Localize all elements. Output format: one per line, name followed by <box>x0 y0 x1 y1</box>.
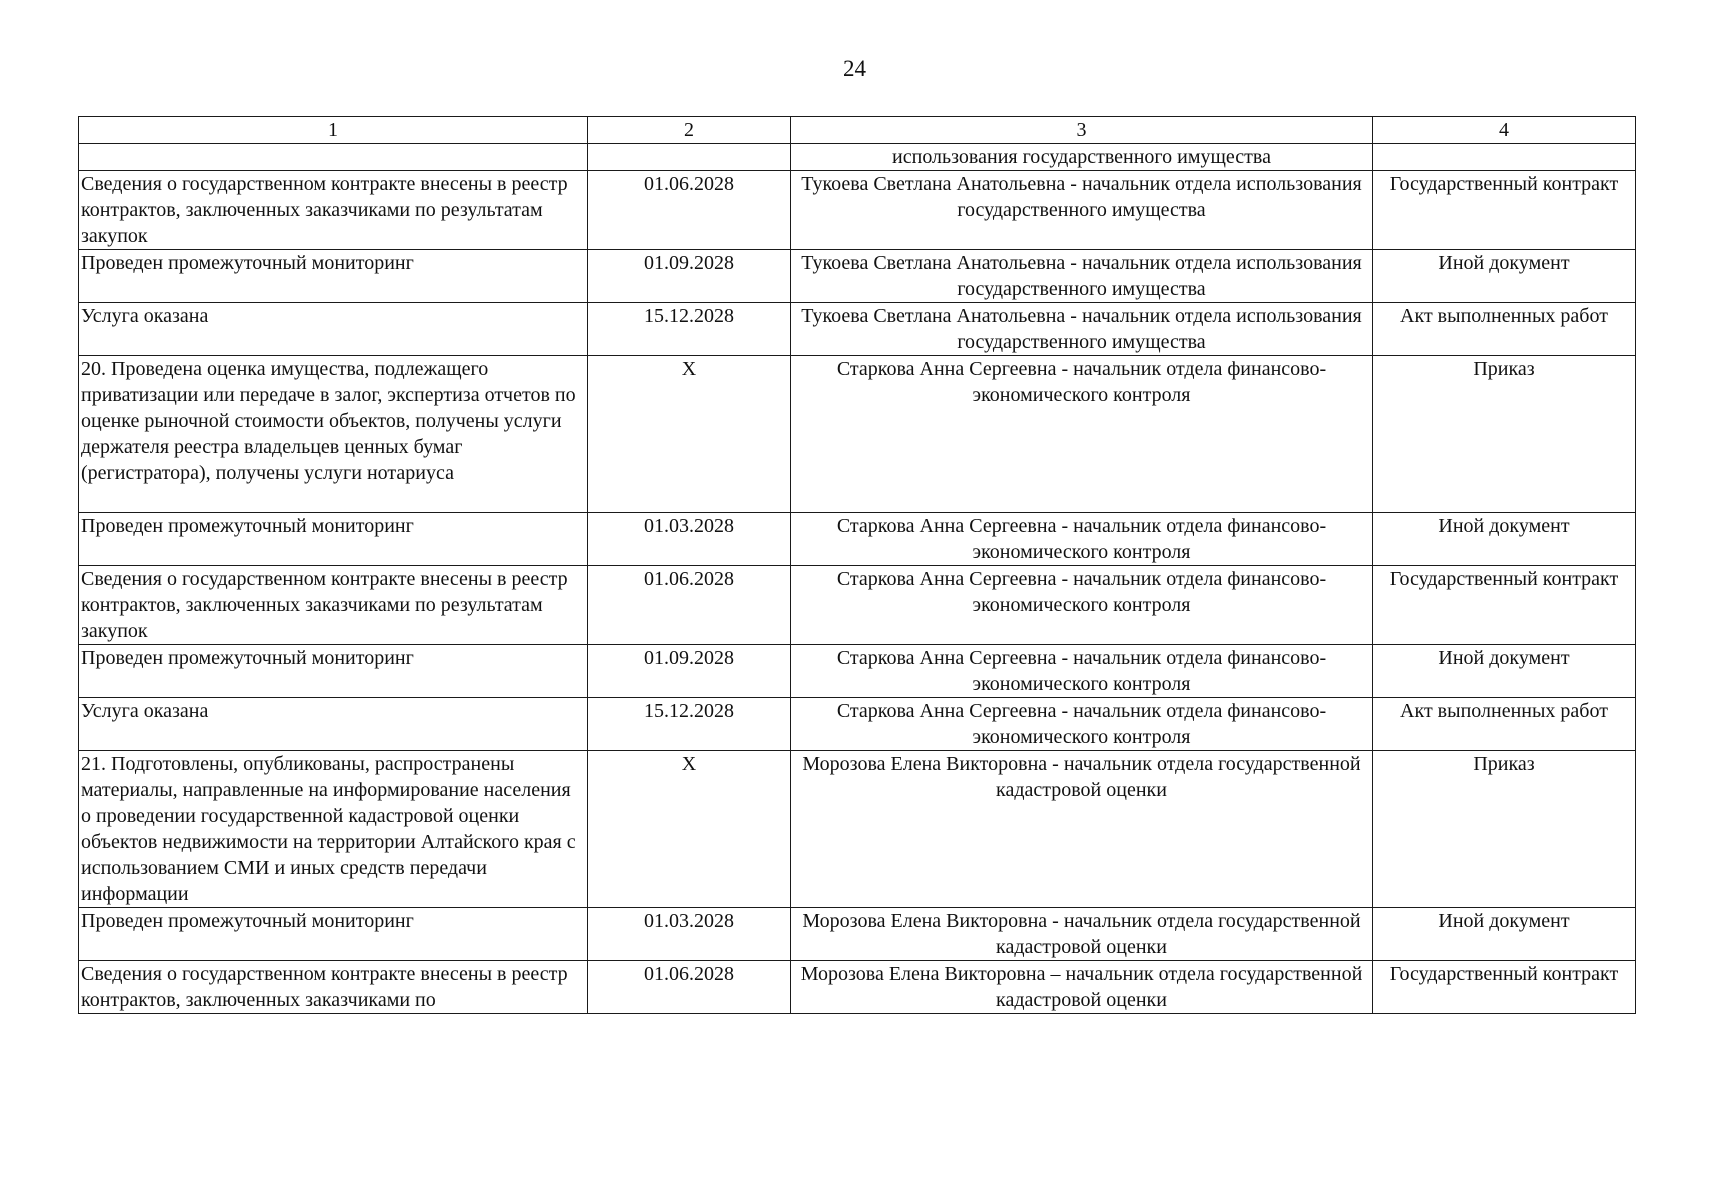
date-cell: 01.06.2028 <box>588 566 791 645</box>
event-cell: Проведен промежуточный мониторинг <box>79 908 588 961</box>
table-header-row <box>79 117 1636 144</box>
event-cell: Сведения о государственном контракте внесены в реестр контрактов, заключенных заказчиками по результатам закупок <box>79 566 588 645</box>
date-cell: 01.09.2028 <box>588 645 791 698</box>
table-row <box>79 513 1636 566</box>
table-row <box>79 751 1636 908</box>
date-cell: 15.12.2028 <box>588 303 791 356</box>
date-cell: 15.12.2028 <box>588 698 791 751</box>
table-row <box>79 645 1636 698</box>
column-number-2: 2 <box>588 117 791 144</box>
table-row <box>79 250 1636 303</box>
document-type-cell: Государственный контракт <box>1373 171 1636 250</box>
date-cell: 01.03.2028 <box>588 908 791 961</box>
responsible-cell: Тукоева Светлана Анатольевна - начальник отдела использования государственного имущества <box>791 171 1373 250</box>
table-row <box>79 356 1636 513</box>
responsible-cell: Старкова Анна Сергеевна - начальник отдела финансово-экономического контроля <box>791 698 1373 751</box>
responsible-cell: Морозова Елена Викторовна - начальник отдела государственной кадастровой оценки <box>791 908 1373 961</box>
date-cell: 01.06.2028 <box>588 961 791 1014</box>
continuation-row <box>79 144 1636 171</box>
document-type-cell: Приказ <box>1373 356 1636 513</box>
document-type-cell: Иной документ <box>1373 908 1636 961</box>
event-cell: Сведения о государственном контракте внесены в реестр контрактов, заключенных заказчиками по результатам закупок <box>79 171 588 250</box>
responsible-cell: Морозова Елена Викторовна – начальник отдела государственной кадастровой оценки <box>791 961 1373 1014</box>
column-number-4: 4 <box>1373 117 1636 144</box>
responsible-cell: Старкова Анна Сергеевна - начальник отдела финансово-экономического контроля <box>791 513 1373 566</box>
document-type-cell: Акт выполненных работ <box>1373 698 1636 751</box>
responsible-cell: использования государственного имущества <box>791 144 1373 171</box>
date-cell: X <box>588 356 791 513</box>
date-cell <box>588 144 791 171</box>
date-cell: 01.03.2028 <box>588 513 791 566</box>
event-cell: 21. Подготовлены, опубликованы, распространены материалы, направленные на информирование населения о проведении государственной кадастровой оценки объектов недвижимости на территории Алтайского края с использованием СМИ и иных средств передачи информации <box>79 751 588 908</box>
event-cell <box>79 144 588 171</box>
column-number-1: 1 <box>79 117 588 144</box>
table-row <box>79 566 1636 645</box>
document-type-cell: Акт выполненных работ <box>1373 303 1636 356</box>
document-type-cell <box>1373 144 1636 171</box>
document-type-cell: Государственный контракт <box>1373 961 1636 1014</box>
responsible-cell: Старкова Анна Сергеевна - начальник отдела финансово-экономического контроля <box>791 566 1373 645</box>
event-cell: 20. Проведена оценка имущества, подлежащего приватизации или передаче в залог, экспертиза отчетов по оценке рыночной стоимости объектов, получены услуги держателя реестра владельцев ценных бумаг (регистратора), получены услуги нотариуса <box>79 356 588 513</box>
event-cell: Проведен промежуточный мониторинг <box>79 645 588 698</box>
document-type-cell: Иной документ <box>1373 513 1636 566</box>
document-type-cell: Иной документ <box>1373 645 1636 698</box>
event-cell: Услуга оказана <box>79 303 588 356</box>
table-row <box>79 303 1636 356</box>
table-row <box>79 698 1636 751</box>
date-cell: X <box>588 751 791 908</box>
document-type-cell: Приказ <box>1373 751 1636 908</box>
table-row <box>79 908 1636 961</box>
event-cell: Проведен промежуточный мониторинг <box>79 513 588 566</box>
page-number: 24 <box>843 56 866 81</box>
date-cell: 01.09.2028 <box>588 250 791 303</box>
responsible-cell: Тукоева Светлана Анатольевна - начальник отдела использования государственного имущества <box>791 303 1373 356</box>
document-type-cell: Государственный контракт <box>1373 566 1636 645</box>
date-cell: 01.06.2028 <box>588 171 791 250</box>
event-cell: Сведения о государственном контракте внесены в реестр контрактов, заключенных заказчиками по <box>79 961 588 1014</box>
responsible-cell: Морозова Елена Викторовна - начальник отдела государственной кадастровой оценки <box>791 751 1373 908</box>
table-row <box>79 961 1636 1014</box>
event-cell: Услуга оказана <box>79 698 588 751</box>
responsible-cell: Тукоева Светлана Анатольевна - начальник отдела использования государственного имущества <box>791 250 1373 303</box>
column-number-3: 3 <box>791 117 1373 144</box>
document-table <box>78 116 1636 1014</box>
responsible-cell: Старкова Анна Сергеевна - начальник отдела финансово-экономического контроля <box>791 356 1373 513</box>
responsible-cell: Старкова Анна Сергеевна - начальник отдела финансово-экономического контроля <box>791 645 1373 698</box>
table-row <box>79 171 1636 250</box>
document-type-cell: Иной документ <box>1373 250 1636 303</box>
event-cell: Проведен промежуточный мониторинг <box>79 250 588 303</box>
